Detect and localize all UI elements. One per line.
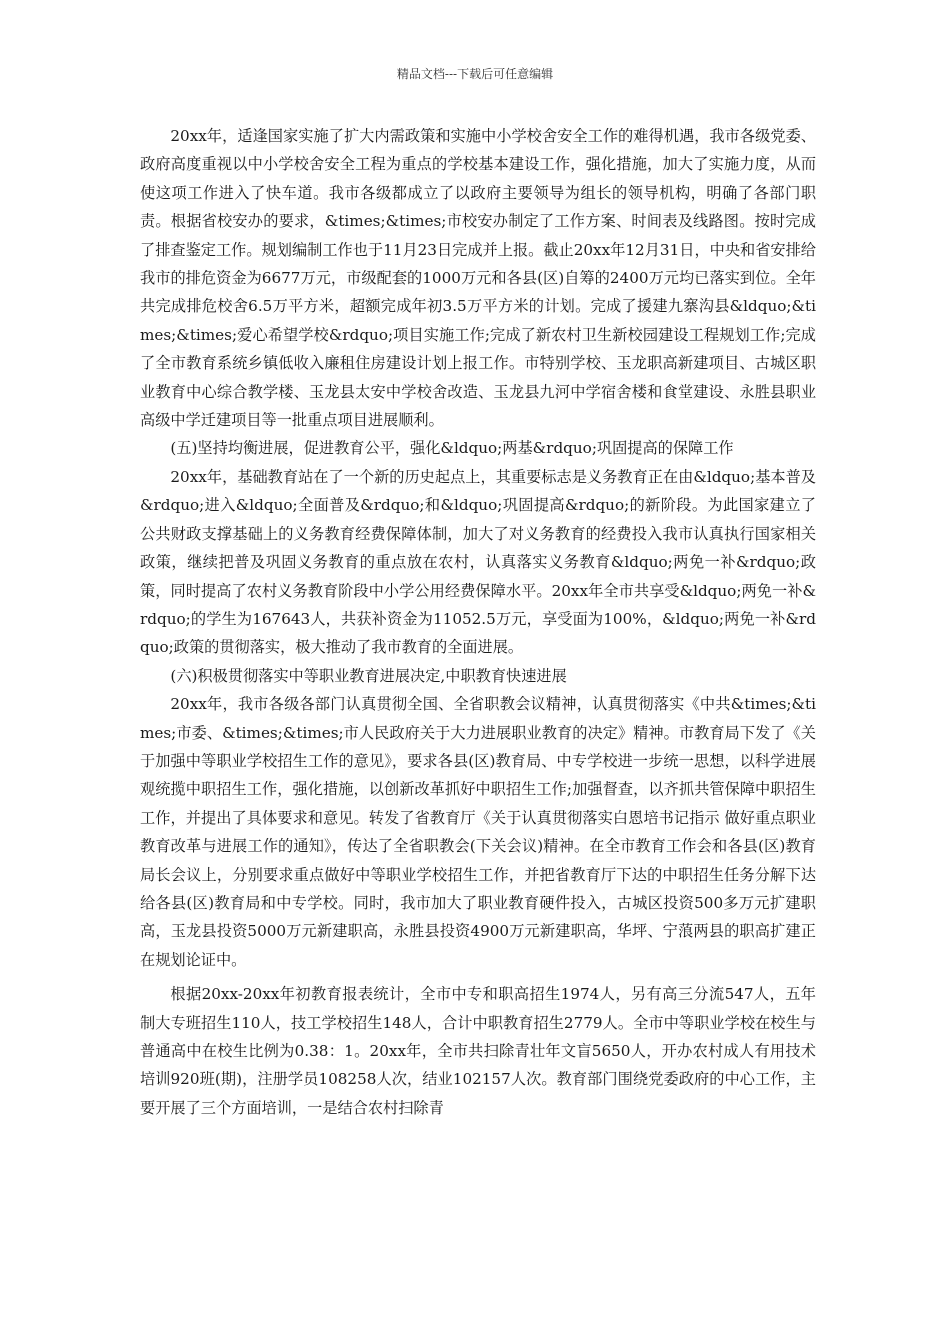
section-heading-5: (五)坚持均衡进展，促进教育公平，强化&ldquo;两基&rdquo;巩固提高的保障工作 [170, 439, 734, 458]
document-body [140, 122, 816, 1122]
paragraph-compulsory-education: 20xx年，基础教育站在了一个新的历史起点上，其重要标志是义务教育正在由&ldquo;基本普及&rdquo;进入&ldquo;全面普及&rdquo;和&ldquo;巩固提高&rdquo;的新阶段。为此国家建立了公共财政支撑基础上的义务教育经费保障体制，加大了对义务教育的经费投入我市认真执行国家相关政策，继续把普及巩固义务教育的重点放在农村，认真落实义务教育&ldquo;两免一补&rdquo;政策，同时提高了农村义务教育阶段中小学公用经费保障水平。20xx年全市共享受&ldquo;两免一补&rdquo;的学生为167643人，共获补资金为11052.5万元，享受面为100%，&ldquo;两免一补&rdquo;政策的贯彻落实，极大推动了我市教育的全面进展。 [140, 467, 816, 657]
section-heading-6: (六)积极贯彻落实中等职业教育进展决定,中职教育快速进展 [170, 666, 567, 685]
paragraph-school-safety: 20xx年，适逢国家实施了扩大内需政策和实施中小学校舍安全工作的难得机遇，我市各级党委、政府高度重视以中小学校舍安全工程为重点的学校基本建设工作，强化措施，加大了实施力度，从而使这项工作进入了快车道。我市各级都成立了以政府主要领导为组长的领导机构，明确了各部门职责。根据省校安办的要求，&times;&times;市校安办制定了工作方案、时间表及线路图。按时完成了排查鉴定工作。规划编制工作也于11月23日完成并上报。截止20xx年12月31日，中央和省安排给我市的排危资金为6677万元，市级配套的1000万元和各县(区)自筹的2400万元均已落实到位。全年共完成排危校舍6.5万平方米，超额完成年初3.5万平方米的计划。完成了援建九寨沟县&ldquo;&times;&times;爱心希望学校&rdquo;项目实施工作;完成了新农村卫生新校园建设工程规划工作;完成了全市教育系统乡镇低收入廉租住房建设计划上报工作。市特别学校、玉龙职高新建项目、古城区职业教育中心综合教学楼、玉龙县太安中学校舍改造、玉龙县九河中学宿舍楼和食堂建设、永胜县职业高级中学迁建项目等一批重点项目进展顺利。 [140, 127, 816, 430]
page-header: 精品文档---下载后可任意编辑 [396, 67, 554, 81]
paragraph-vocational-education: 20xx年，我市各级各部门认真贯彻全国、全省职教会议精神，认真贯彻落实《中共&times;&times;市委、&times;&times;市人民政府关于大力进展职业教育的决定》精神。市教育局下发了《关于加强中等职业学校招生工作的意见》，要求各县(区)教育局、中专学校进一步统一思想，以科学进展观统揽中职招生工作，强化措施，以创新改革抓好中职招生工作;加强督查，以齐抓共管保障中职招生工作，并提出了具体要求和意见。转发了省教育厅《关于认真贯彻落实白恩培书记指示 做好重点职业教育改革与进展工作的通知》，传达了全省职教会(下关会议)精神。在全市教育工作会和各县(区)教育局长会议上，分别要求重点做好中等职业学校招生工作，并把省教育厅下达的中职招生任务分解下达给各县(区)教育局和中专学校。同时，我市加大了职业教育硬件投入，古城区投资500多万元扩建职高，玉龙县投资5000万元新建职高，永胜县投资4900万元新建职高，华坪、宁蒗两县的职高扩建正在规划论证中。 [140, 695, 816, 969]
paragraph-enrollment-statistics: 根据20xx-20xx年初教育报表统计，全市中专和职高招生1974人，另有高三分流547人，五年制大专班招生110人，技工学校招生148人，合计中职教育招生2779人。全市中等职业学校在校生与普通高中在校生比例为0.38：1。20xx年，全市共扫除青壮年文盲5650人，开办农村成人有用技术培训920班(期)，注册学员108258人次，结业102157人次。教育部门围绕党委政府的中心工作，主要开展了三个方面培训，一是结合农村扫除青 [140, 985, 816, 1117]
